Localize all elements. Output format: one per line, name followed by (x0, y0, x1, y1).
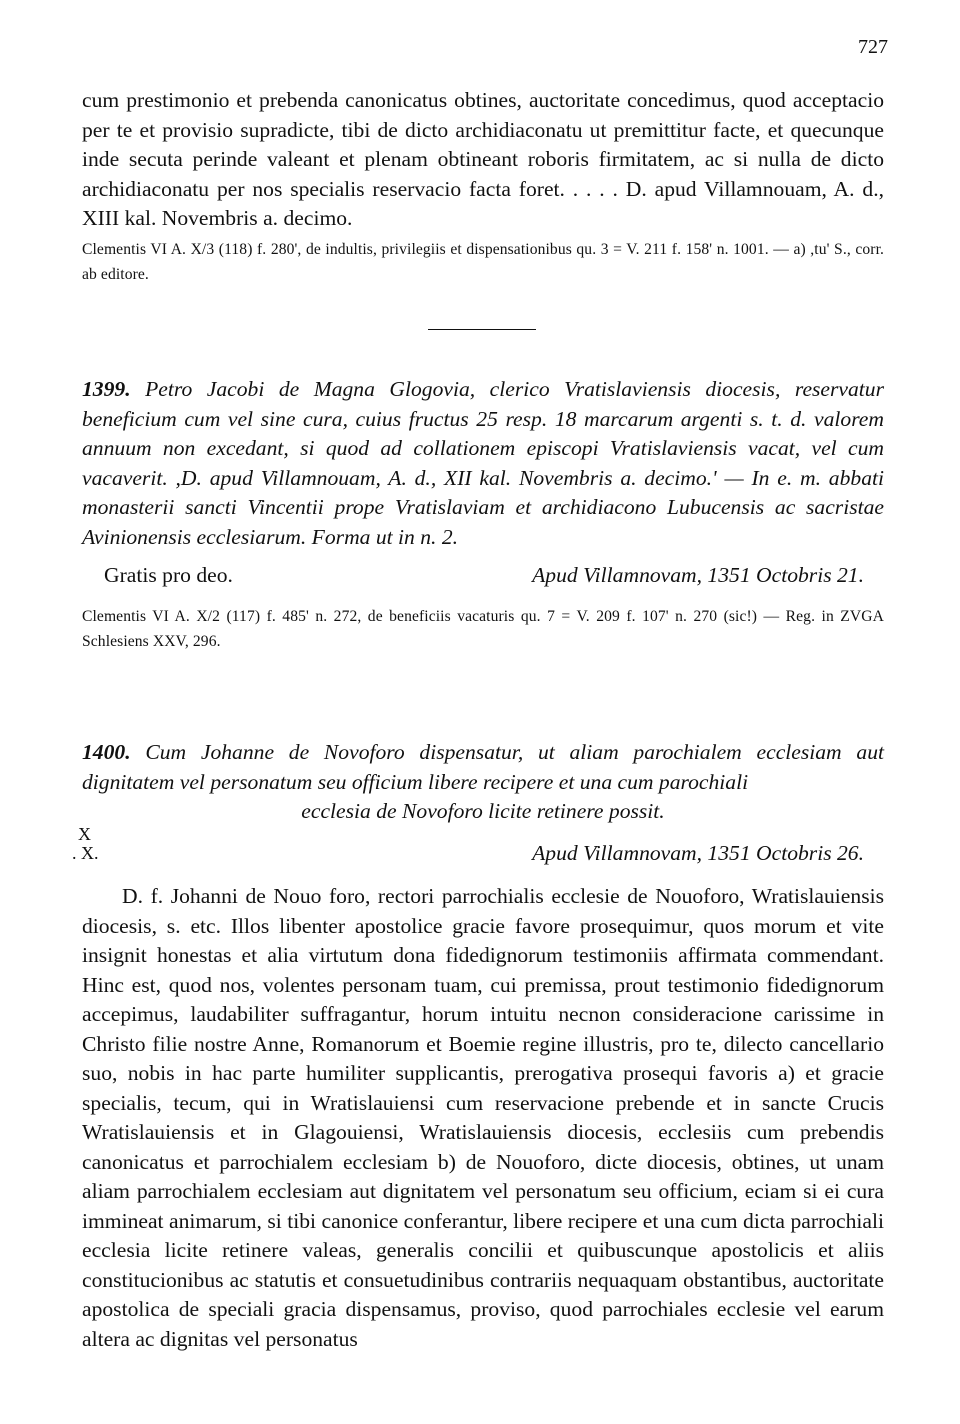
entry-1399-left-note: Gratis pro deo. (104, 563, 233, 587)
section-divider (428, 329, 536, 330)
entry-1399-dateline (104, 563, 864, 593)
marginal-x-upper: X (78, 824, 91, 844)
entry-1399-number: 1399. (82, 377, 131, 401)
entry-1399-text: Petro Jacobi de Magna Glogovia, clerico Vratislaviensis diocesis, reservatur beneficium cum vel sine cura, cuius fructus 25 resp. 18 marcarum argenti s. t. d. valorem annuum non excedant, si quod ad collationem episcopi Vratislaviensis vacat, vel cum vacaverit. ,D. apud Villamnouam, A. d., XII kal. Novembris a. decimo.' — In e. m. abbati monasterii sancti Vincentii prope Vratislaviam et archidiacono Lubucensis ac sacristae Avinionensis ecclesiarum. Forma ut in n. 2. (82, 377, 885, 549)
entry-1399-source-note: Clementis VI A. X/2 (117) f. 485' n. 272, de beneficiis vacaturis qu. 7 = V. 209 f. 107' n. 270 (sic!) — Reg. in ZVGA Schlesiens XXV, 296. (82, 608, 884, 650)
entry-1400-date-place: Apud Villamnovam, 1351 Octobris 26. (532, 841, 864, 865)
entry-1400-regest-last-line: ecclesia de Novoforo licite retinere possit. (301, 799, 665, 823)
entry-1400-body-text: D. f. Johanni de Nouo foro, rectori parrochialis ecclesie de Nouoforo, Wratislauiensis diocesis, s. etc. Illos libenter apostolice gracie favore prosequimur, quos morum et vite insignit honestas et alia virtutum dona fidedignorum testimoniis affirmata commendant. Hinc est, quod nos, volentes personam tuam, cui premissa, prout testimonio fidedignorum accepimus, laudabiliter suffragantur, horum intuitu necnon consideracione carissime in Christo filie nostre Anne, Romanorum et Boemie regine illustris, pro te, dilecto cancellario suo, nobis in hac parte humiliter supplicantis, prerogativa prosequi favoris a) et gracie specialis, tecum, qui in Wratislauiensi cum reservacione prebende et in sancte Crucis Wratislauiensis et in Glagouiensi, Wratislauiensis diocesis, ecclesiis cum prebendis canonicatus et parrochialem ecclesiam b) de Nouoforo, dicte diocesis, obtines, ut unam aliam parrochialem ecclesiam aut dignitatem vel personatum seu officium, eciam si ei cura immineat animarum, si tibi canonice conferantur, libere recipere et una cum dicta parrochiali ecclesia licite retinere valeas, generalis concilii et quibuscunque apostolicis et aliis constitucionibus ac statutis et consuetudinibus contrariis nequaquam obstantibus, auctoritate apostolica de speciali gracia dispensamus, proviso, quod parrochiales ecclesie vel earum altera ac dignitas vel personatus (82, 884, 884, 1351)
opening-source-note: Clementis VI A. X/3 (118) f. 280', de indultis, privilegiis et dispensationibus qu. 3 = V. 211 f. 158' n. 1001. — a) ,tu' S., corr. ab editore. (82, 241, 884, 283)
entry-1400-number: 1400. (82, 740, 131, 764)
page-number: 727 (858, 36, 888, 58)
marginal-x-lower: . X. (72, 843, 99, 863)
entry-1400-regest (82, 738, 884, 827)
entry-1400-dateline (104, 841, 864, 871)
entry-1399-date-place: Apud Villamnovam, 1351 Octobris 21. (532, 563, 864, 587)
entry-1399-regest (82, 375, 884, 552)
entry-1400-text: Cum Johanne de Novoforo dispensatur, ut aliam parochialem ecclesiam aut dignitatem vel personatum seu officium libere recipere et una cum parochiali (82, 740, 884, 794)
opening-paragraph: cum prestimonio et prebenda canonicatus obtines, auctoritate concedimus, quod acceptacio per te et provisio supradicte, tibi de dicto archidiaconatu ut premittitur facte, et quecunque inde secuta perinde valeant et plenam obtineant roboris firmitatem, ac si nulla de dicto archidiaconatu per nos specialis reservacio facta foret. . . . . D. apud Villamnouam, A. d., XIII kal. Novembris a. decimo. (82, 88, 884, 230)
